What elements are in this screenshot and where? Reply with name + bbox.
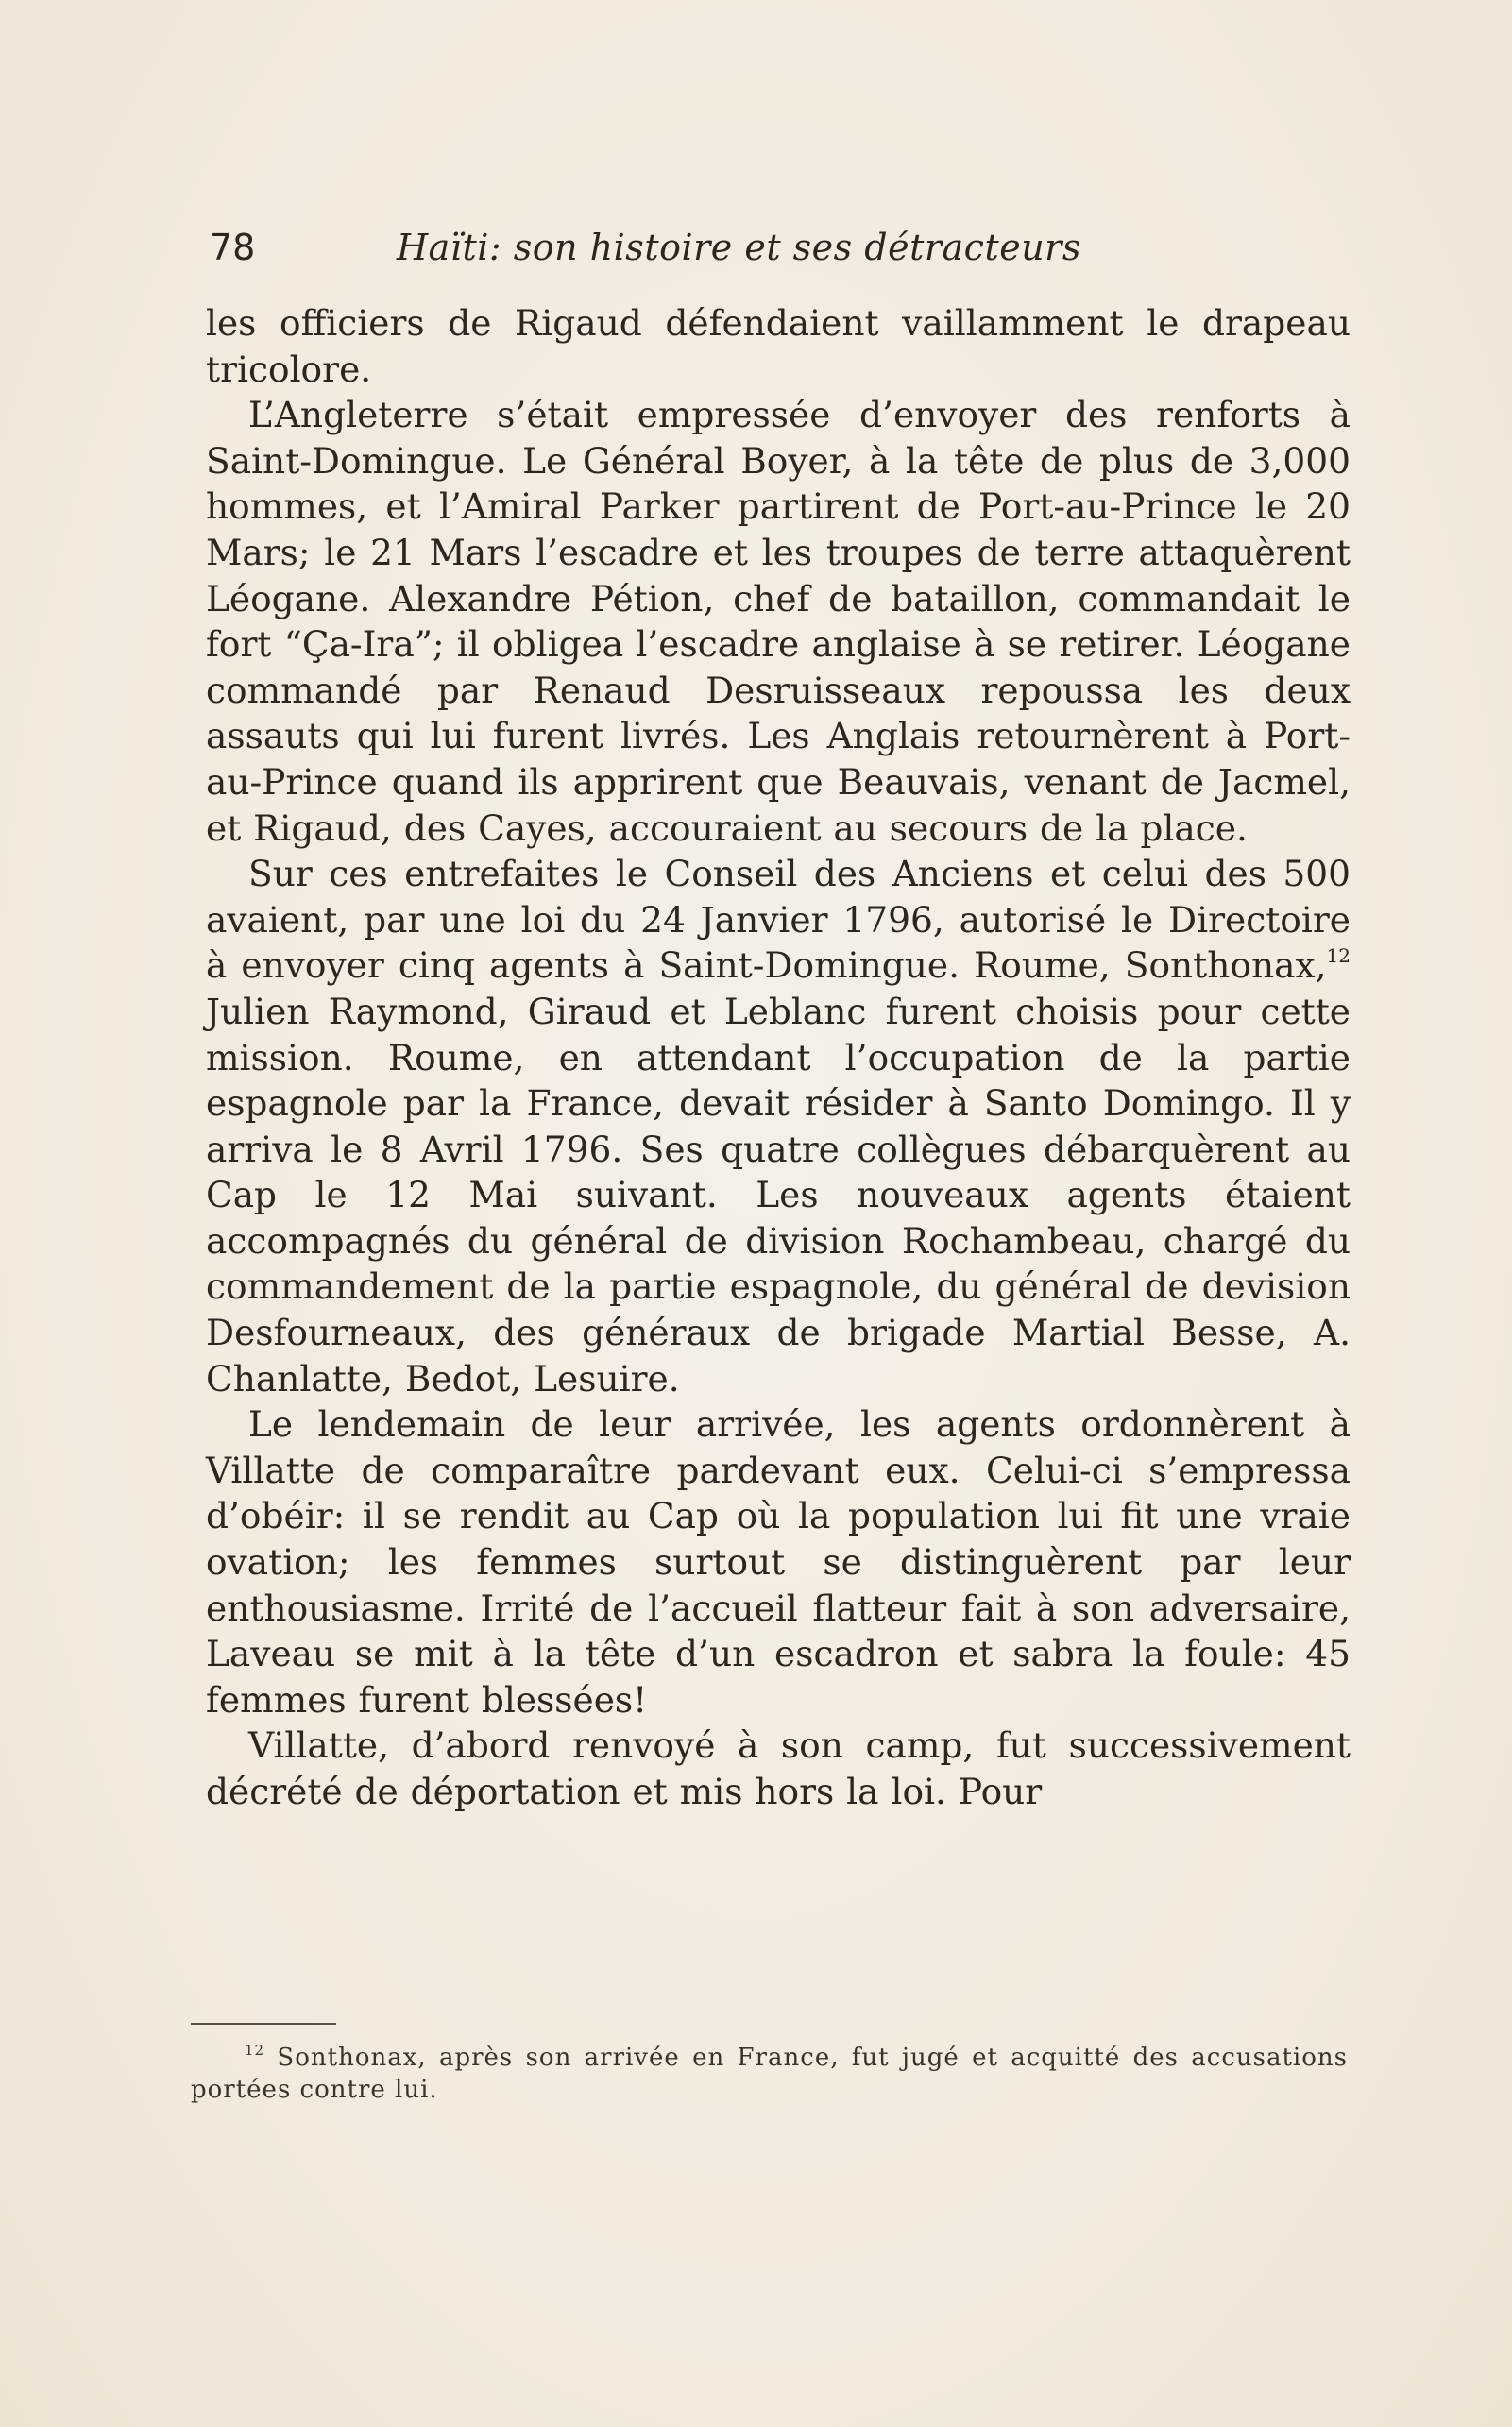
footnote-rule [191, 2023, 336, 2025]
running-title: Haïti: son histoire et ses détracteurs [397, 227, 1081, 268]
paragraph-council-agents-rest: Giraud et Leblanc furent choisis pour cette mission. Roume, en attendant l’occupation de la partie espagnole par la France, devait résider à Santo Domingo. Il y arriva le 8 Avril 1796. Ses quatre collègues débarquèrent au Cap le 12 Mai suivant. Les nouveaux agents étaient accompagnés du général de division Rochambeau, chargé du commandement de la partie espagnole, du général de devision Desfourneaux, des généraux de brigade Martial Besse, A. Chanlatte, Bedot, Lesuire. [206, 990, 1351, 1400]
paragraph-villatte-deportation: Villatte, d’abord renvoyé à son camp, fut successivement décrété de déportation et mis hors la loi. Pour [206, 1724, 1351, 1812]
footnote-number: 12 [245, 2042, 265, 2059]
page-number: 78 [210, 227, 256, 268]
paragraph-council-agents-text: Sur ces entrefaites le Conseil des Anciens et celui des 500 avaient, par une loi du 24 Janvier 1796, autorisé le Directoire à envoyer cinq agents à Saint-Domingue. Roume, Sonthonax, [206, 853, 1351, 987]
paragraph-continuation: les officiers de Rigaud défendaient vaillamment le drapeau tricolore. [206, 302, 1351, 390]
running-head [210, 219, 1171, 276]
footnote-reference: 12 [1326, 944, 1351, 968]
paragraph-villatte-summons: Le lendemain de leur arrivée, les agents ordonnèrent à Villatte de comparaître pardevant eux. Celui-ci s’empressa d’obéir: il se rendit au Cap où la population lui fit une vraie ovation; les femmes surtout se distinguèrent par leur enthousiasme. Irrité de l’accueil flatteur fait à son adversaire, Laveau se mit à la tête d’un escadron et sabra la foule: 45 femmes furent blessées! [206, 1403, 1351, 1721]
paragraph-council-agents-tail: Julien Raymond, [206, 990, 509, 1032]
body-text [206, 300, 1351, 1815]
paragraph-england-reinforcements: L’Angleterre s’était empressée d’envoyer des renforts à Saint-Domingue. Le Général Boyer, à la tête de plus de 3,000 hommes, et l’Amiral Parker partirent de Port-au-Prince le 20 Mars; le 21 Mars l’escadre et les troupes de terre attaquèrent Léogane. Alexandre Pétion, chef de bataillon, commandait le fort “Ça-Ira”; il obligea l’escadre anglaise à se retirer. Léogane commandé par Renaud Desruisseaux repoussa les deux assauts qui lui furent livrés. Les Anglais retournèrent à Port-au-Prince quand ils apprirent que Beauvais, venant de Jacmel, et Rigaud, des Cayes, accouraient au secours de la place. [206, 394, 1351, 849]
paragraph-council-agents [206, 851, 1351, 1401]
footnote-text: Sonthonax, après son arrivée en France, fut jugé et acquitté des accusations portées contre lui. [191, 2044, 1348, 2104]
footnote [191, 2042, 1348, 2106]
